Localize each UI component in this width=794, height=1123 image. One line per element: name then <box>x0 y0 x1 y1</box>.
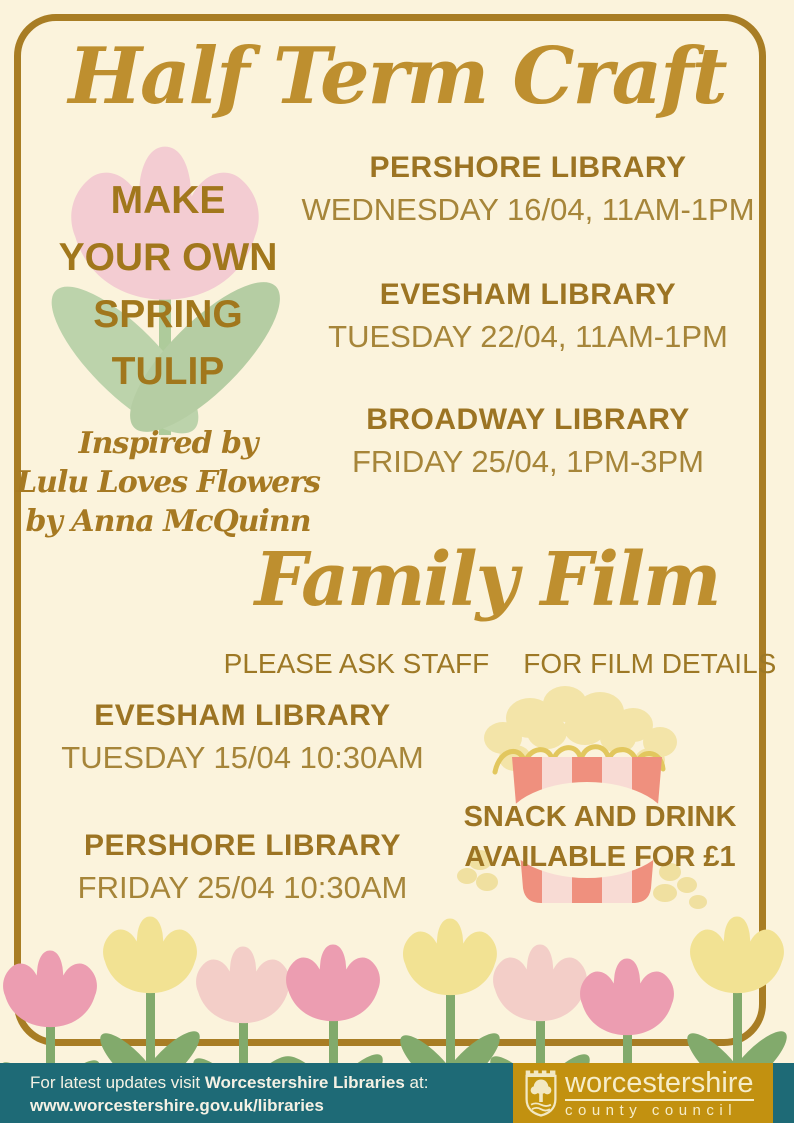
snack-line: AVAILABLE FOR £1 <box>464 841 736 873</box>
event-library: BROADWAY LIBRARY <box>366 403 690 436</box>
snack-line: SNACK AND DRINK <box>463 801 737 833</box>
inspired-line: by Anna McQuinn <box>25 504 311 539</box>
event-datetime: FRIDAY 25/04 10:30AM <box>77 870 408 905</box>
craft-event <box>278 280 778 352</box>
make-line: MAKE <box>110 179 226 222</box>
staff-note-right: FOR FILM DETAILS <box>523 648 777 679</box>
inspired-line: Lulu Loves Flowers <box>16 465 320 500</box>
council-logo <box>513 1063 773 1123</box>
tulip-row-illustration <box>0 895 794 1063</box>
tulip-icon <box>0 942 105 1063</box>
event-library: PERSHORE LIBRARY <box>84 829 401 862</box>
tulip-icon <box>572 950 682 1063</box>
film-staff-note <box>120 648 794 680</box>
event-library: PERSHORE LIBRARY <box>369 151 687 184</box>
event-datetime: TUESDAY 22/04, 11AM-1PM <box>328 319 728 354</box>
event-datetime: WEDNESDAY 16/04, 11AM-1PM <box>301 192 755 227</box>
footer-line-1: For latest updates visit Worcestershire Libraries at: <box>30 1073 429 1092</box>
event-datetime: FRIDAY 25/04, 1PM-3PM <box>351 444 705 479</box>
make-line: TULIP <box>111 350 225 393</box>
craft-event <box>278 153 778 225</box>
footer-libraries-name: Worcestershire Libraries <box>204 1073 405 1092</box>
snack-note <box>440 797 760 877</box>
footer-url: www.worcestershire.gov.uk/libraries <box>30 1096 324 1115</box>
film-section-title: Family Film <box>254 537 720 623</box>
council-logo-text <box>565 1066 754 1119</box>
tulip-icon <box>682 908 792 1063</box>
council-crest-icon <box>523 1069 559 1117</box>
council-name: worcestershire <box>565 1066 754 1099</box>
event-library: EVESHAM LIBRARY <box>94 699 391 732</box>
event-datetime: TUESDAY 15/04 10:30AM <box>61 740 424 775</box>
tulip-icon <box>278 936 388 1063</box>
event-library: EVESHAM LIBRARY <box>379 278 677 311</box>
footer-bar <box>0 1063 794 1123</box>
page-title: Half Term Craft <box>68 31 726 122</box>
inspired-line: Inspired by <box>78 426 258 461</box>
make-line: YOUR OWN <box>58 236 278 279</box>
craft-event <box>278 405 778 477</box>
staff-note-left: PLEASE ASK STAFF <box>223 648 490 679</box>
inspired-by-text <box>10 424 326 541</box>
craft-activity-text <box>18 172 318 400</box>
council-subtitle: county council <box>565 1101 738 1119</box>
film-event <box>20 831 465 903</box>
film-event <box>20 701 465 773</box>
make-line: SPRING <box>93 293 243 336</box>
